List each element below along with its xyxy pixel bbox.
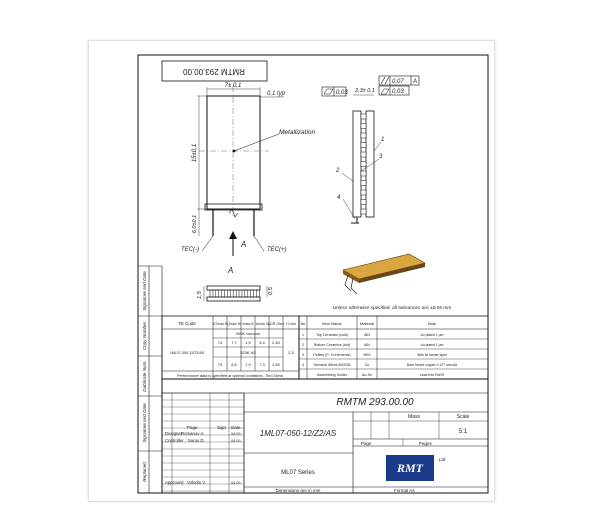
- tec-plus-label: TEC(+): [267, 247, 287, 253]
- drawing-sheet: [88, 40, 495, 502]
- side-label-2: Copy Number: [142, 321, 147, 351]
- perf-r1-c3: 1,9: [245, 340, 251, 345]
- pellet: [361, 114, 366, 119]
- materials-cell: With Ni barrier layer: [417, 353, 447, 357]
- parallelism-value: 0,07: [392, 79, 404, 85]
- tb-controller-role: Controller: [165, 438, 184, 443]
- perf-header-dtmax: ΔTmax K: [212, 322, 228, 326]
- mass-label: Mass: [408, 414, 420, 420]
- perf-header-umax: Umax V: [255, 322, 269, 326]
- pellet: [256, 290, 259, 297]
- pages-label: Pages: [419, 441, 432, 446]
- materials-cell: Au plated 1 µm: [420, 343, 444, 347]
- flatness-icon-2: [381, 89, 389, 94]
- height-dimension-2: 0,5: [268, 287, 274, 295]
- tb-date-3: 04.09: [231, 481, 241, 485]
- materials-cell: 1: [302, 333, 304, 337]
- scale-label: Scale: [456, 414, 470, 420]
- width-dimension: 7± 0,1: [224, 83, 242, 89]
- tec-minus-label: TEC(-): [181, 247, 199, 253]
- perf-header-code: TE Code: [178, 321, 196, 326]
- mat-header-item: Item Name: [322, 321, 342, 326]
- view-arrow-label: A: [241, 240, 247, 249]
- side-label-3: Dublicate Num.: [142, 360, 147, 392]
- view-a-top-plate: [207, 286, 260, 290]
- pellet: [361, 124, 366, 129]
- tb-designer-role: Designer: [165, 431, 183, 436]
- dimensions-note: Dimensions are in mm: [275, 488, 321, 493]
- pellet: [239, 290, 242, 297]
- side-label-4: Signature and Date: [142, 403, 147, 443]
- materials-cell: Terminal Wires AWG36: [313, 363, 351, 367]
- pellet: [361, 200, 366, 205]
- materials-cell: BiTe: [363, 353, 371, 357]
- materials-cell: 4: [302, 363, 304, 367]
- perf-h-value: 2,3: [288, 350, 294, 355]
- perf-vacuum-label: 300K vacuum: [235, 331, 261, 336]
- materials-cell: Au-Sn: [362, 373, 372, 377]
- perf-header-imax: Imax A: [242, 322, 254, 326]
- scale-value: 5:1: [458, 429, 468, 435]
- title-block: [162, 379, 488, 493]
- flatness-icon: [324, 89, 333, 94]
- metallization-label: Metallization: [279, 129, 316, 136]
- format-label: Format A4: [394, 488, 415, 493]
- performance-table: [162, 316, 299, 379]
- side-view-top-plate: [366, 111, 374, 217]
- tb-controller-name: Surov D.: [188, 438, 205, 443]
- company-logo-text: RMT: [396, 461, 424, 475]
- pellet: [361, 209, 366, 214]
- perf-header-h: H mm: [286, 322, 296, 326]
- pellet: [361, 181, 366, 186]
- materials-cell: Top Ceramics (cold): [316, 333, 348, 337]
- perf-header-acr: ACR Ohm: [267, 322, 285, 326]
- pellet: [361, 133, 366, 138]
- flatness-value: 0,03: [336, 90, 348, 96]
- materials-cell: Lead-free RoHS: [419, 373, 445, 377]
- materials-cell: AlN: [364, 333, 370, 337]
- perf-n2-label: 323K N2: [240, 350, 256, 355]
- materials-table: [299, 316, 488, 379]
- perf-r2-c5: 2,80: [272, 362, 280, 367]
- thickness-dimension: 2,3± 0,1: [355, 88, 375, 94]
- perf-r1-c4: 5,4: [259, 340, 265, 345]
- page-label: Page: [361, 441, 372, 446]
- pellet: [222, 290, 225, 297]
- tb-sign-label: Sign: [217, 425, 227, 430]
- side-label-1: Signature and Date: [142, 271, 147, 311]
- height-dimension-1: 1,5: [197, 291, 203, 299]
- materials-cell: Cu: [364, 363, 370, 367]
- pellet: [216, 290, 219, 297]
- mat-header-note: Note: [427, 321, 437, 326]
- flatness-value-2: 0,03: [392, 89, 404, 95]
- tolerance-note: Unless otherwise specified, all tolerances are ±0,05 mm: [332, 306, 452, 311]
- parallelism-ref: A: [413, 79, 418, 85]
- materials-cell: Assembling Solder: [317, 373, 347, 377]
- materials-cell: Bottom Ceramics (hot): [314, 343, 350, 347]
- perf-r2-c3: 1,9: [245, 362, 251, 367]
- pellet: [361, 162, 366, 167]
- series-name: ML07 Series: [281, 470, 315, 476]
- company-suffix: Ltd: [439, 457, 446, 462]
- module-front-view: [207, 96, 260, 209]
- tb-approver-role: Approved: [165, 480, 184, 485]
- perf-note: Performance data is specified at optimal conditions, Tho=Tamb: [177, 374, 283, 378]
- pellet: [233, 290, 236, 297]
- parallelism-icon: [381, 77, 389, 84]
- perf-header-qmax: Qmax W: [227, 322, 241, 326]
- callout-3: 3: [379, 154, 383, 160]
- tb-date-label: Date: [231, 425, 241, 430]
- side-label-5: Replaced: [142, 462, 147, 482]
- pellet: [251, 290, 254, 297]
- length-dimension: 15±0,1: [192, 143, 198, 163]
- perf-r2-c2: 8,5: [231, 362, 237, 367]
- tb-page-label: Page: [187, 425, 198, 430]
- typ-dimension: 0,1 typ: [267, 91, 286, 97]
- pellet: [361, 190, 366, 195]
- materials-cell: Au plated 1 µm: [420, 333, 444, 337]
- perf-r1-c2: 7,7: [231, 340, 237, 345]
- lead-dimension: 6,0±0,1: [192, 214, 198, 234]
- view-a-title: A: [228, 266, 234, 275]
- mat-header-material: Material: [359, 321, 375, 326]
- drawing-code: RMTM 293.00.00: [336, 397, 414, 408]
- side-view-bottom-plate: [353, 111, 361, 217]
- tb-designer-name: Romanov A.: [181, 431, 205, 436]
- side-view-pellets: [361, 114, 366, 214]
- materials-cell: Pellets (P-,N-elements): [313, 353, 351, 357]
- tb-approver-name: Volodin V.: [187, 480, 206, 485]
- pellet: [245, 290, 248, 297]
- perf-r1-c1: 74: [217, 340, 223, 345]
- materials-cell: 3: [302, 353, 304, 357]
- view-a-bottom-plate: [207, 297, 260, 301]
- pellet: [210, 290, 213, 297]
- technical-drawing: [89, 41, 494, 501]
- perf-r2-c4: 7,3: [259, 362, 265, 367]
- callout-2: 2: [336, 168, 340, 174]
- callout-4: 4: [337, 195, 341, 201]
- view-a-pellets: [210, 290, 259, 297]
- pellet: [361, 171, 366, 176]
- metallization-dot: [233, 150, 236, 153]
- perf-r2-c1: 79: [217, 362, 223, 367]
- part-number: 1ML07-050-12/Z2/AS: [259, 429, 337, 438]
- tb-date-1: 04.09: [231, 432, 241, 436]
- callout-1: 1: [381, 137, 385, 143]
- materials-cell: 2: [302, 343, 304, 347]
- tb-date-2: 04.09: [231, 439, 241, 443]
- materials-cell: Bare tinned copper 0,127 mm dia: [406, 363, 458, 367]
- mat-header-no: No: [300, 322, 306, 326]
- perf-r1-c5: 2,40: [272, 340, 280, 345]
- mirrored-code-text: RMTM 293.00.00: [183, 66, 245, 76]
- pellet: [361, 143, 366, 148]
- perf-te-code: 1ML07-050-12/Z2/AS: [169, 351, 205, 355]
- module-3d-picture: [343, 254, 425, 294]
- pellet: [227, 290, 230, 297]
- pellet: [361, 152, 366, 157]
- materials-cell: AlN: [364, 343, 370, 347]
